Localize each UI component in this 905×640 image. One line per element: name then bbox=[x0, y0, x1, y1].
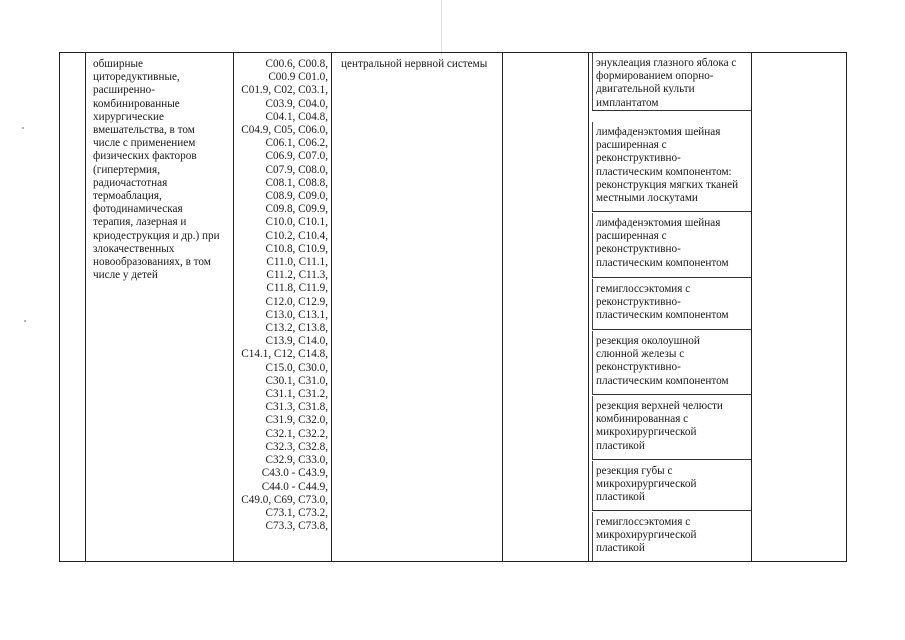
treatment-method-item bbox=[592, 331, 751, 395]
scan-speck bbox=[24, 320, 26, 322]
treatment-method-text: резекция губы с микрохирургической пластикой bbox=[596, 465, 697, 504]
treatment-method-item bbox=[592, 461, 751, 511]
treatment-method-text: лимфаденэктомия шейная расширенная с реконструктивно- пластическим компонентом: реконструкция мягких тканей местными лоскутами bbox=[596, 126, 739, 205]
patient-model-cell bbox=[332, 53, 503, 561]
intervention-description-cell bbox=[86, 53, 234, 561]
treatment-method-item bbox=[592, 396, 751, 460]
cost-cell bbox=[752, 53, 846, 561]
treatment-method-item bbox=[592, 213, 751, 278]
treatment-method-text: лимфаденэктомия шейная расширенная с реконструктивно- пластическим компонентом bbox=[596, 217, 729, 269]
patient-model-text: центральной нервной системы bbox=[341, 58, 488, 70]
treatment-methods-cell bbox=[589, 53, 752, 561]
page-fold-mark bbox=[441, 0, 442, 55]
medical-care-table bbox=[59, 52, 847, 562]
treatment-method-item bbox=[592, 53, 751, 111]
treatment-method-item bbox=[592, 122, 751, 212]
treatment-method-item bbox=[592, 512, 751, 561]
treatment-method-text: резекция околоушной слюнной железы с реконструктивно- пластическим компонентом bbox=[596, 335, 729, 387]
treatment-method-item bbox=[592, 279, 751, 330]
treatment-type-cell bbox=[503, 53, 589, 561]
row-number-cell bbox=[60, 53, 86, 561]
icd-codes-cell bbox=[234, 53, 332, 561]
icd-codes-text: C00.6, C00.8, C00.9 C01.0, C01.9, C02, C03.1, C03.9, C04.0, C04.1, C04.8, C04.9, C05, C06.0, C06.1, C06.2, C06.9, C07.0, C07.9, C08.0, C08.1, C08.8, C08.9, C09.0, C09.8, C09.9, C10.0, C10.1, C10.2, C10.4, C10.8, C10.9, C11.0, C11.1, C11.2, C11.3, C11.8, C11.9, C12.0, C12.9, C13.0, C13.1, C13.2, C13.8, C13.9, C14.0, C14.1, C12, C14.8, C15.0, C30.0, C30.1, C31.0, C31.1, C31.2, C31.3, C31.8, C31.9, C32.0, C32.1, C32.2, C32.3, C32.8, C32.9, C33.0, C43.0 - C43.9, C44.0 - C44.9, C49.0, C69, C73.0, C73.1, C73.2, C73.3, C73.8, bbox=[241, 58, 328, 533]
treatment-method-text: гемиглоссэктомия с реконструктивно- пластическим компонентом bbox=[596, 283, 729, 322]
treatment-method-text: энуклеация глазного яблока с формированием опорно- двигательной культи имплантатом bbox=[596, 57, 737, 109]
treatment-method-text: резекция верхней челюсти комбинированная с микрохирургической пластикой bbox=[596, 400, 723, 452]
scan-speck bbox=[22, 127, 24, 129]
intervention-description-text: обширные циторедуктивные, расширенно- комбинированные хирургические вмешательства, в том числе с применением физических факторов (гипертермия, радиочастотная термоаблация, фотодинамическая терапия, лазерная и криодеструкция и др.) при злокачественных новообразованиях, в том числе у детей bbox=[93, 58, 220, 282]
treatment-method-text: гемиглоссэктомия с микрохирургической пластикой bbox=[596, 516, 697, 555]
